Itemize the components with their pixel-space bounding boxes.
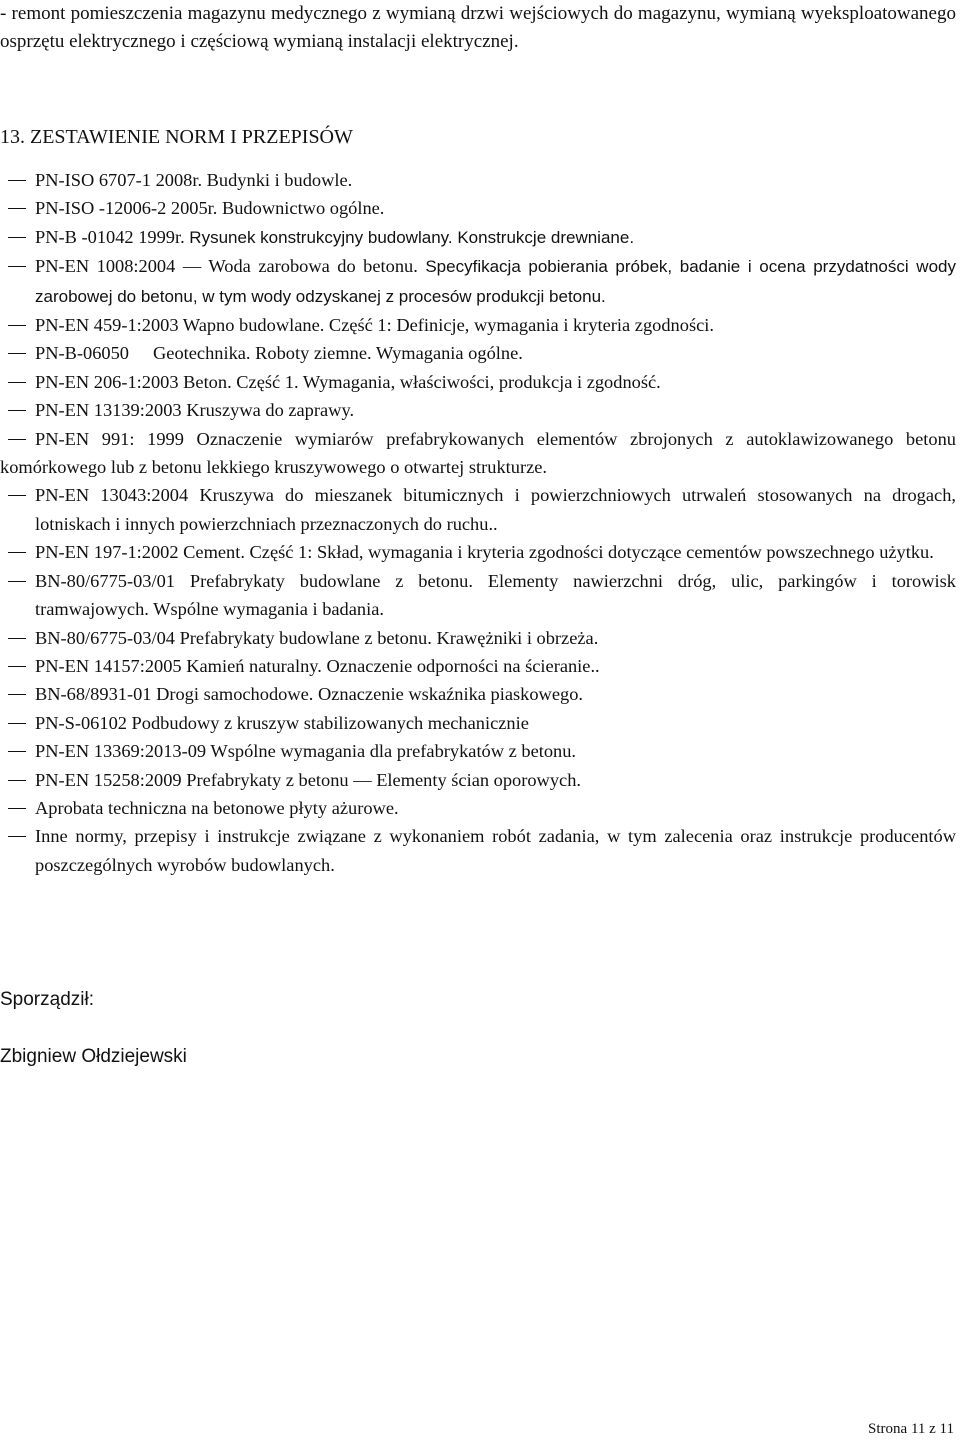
norm-text: PN-EN 991: 1999 Oznaczenie wymiarów prefabrykowanych elementów zbrojonych z autoklawizowanego betonu komórkowego lub z betonu lekkiego kruszywowego o otwartej strukturze. [0, 428, 956, 478]
dash-bullet-icon [8, 723, 26, 724]
norm-text: PN-ISO 6707-1 2008r. Budynki i budowle. [35, 170, 353, 190]
norm-text: Inne normy, przepisy i instrukcje związane z wykonaniem robót zadania, w tym zalecenia oraz instrukcje producentów poszczególnych wyrobów budowlanych. [35, 826, 956, 875]
dash-bullet-icon [8, 581, 26, 582]
norm-item [0, 624, 956, 652]
dash-bullet-icon [8, 180, 26, 181]
norm-item [0, 481, 956, 538]
dash-bullet-icon [8, 325, 26, 326]
norm-text: PN-EN 14157:2005 Kamień naturalny. Oznaczenie odporności na ścieranie.. [35, 655, 600, 676]
norm-text: Aprobata techniczna na betonowe płyty ażurowe. [35, 797, 399, 818]
section-heading: 13. ZESTAWIENIE NORM I PRZEPISÓW [0, 126, 353, 148]
norm-item [0, 794, 956, 822]
intro-paragraph: - remont pomieszczenia magazynu medycznego z wymianą drzwi wejściowych do magazynu, wymianą wyeksploatowanego osprzętu elektrycznego i częściową wymianą instalacji elektrycznej. [0, 3, 956, 52]
dash-bullet-icon [8, 353, 26, 354]
norm-item [0, 425, 956, 482]
norm-text: PN-EN 13139:2003 Kruszywa do zaprawy. [35, 400, 355, 421]
norm-text: PN-EN 13043:2004 Kruszywa do mieszanek bitumicznych i powierzchniowych utrwaleń stosowanych na drogach, lotniskach i innych powierzchniach przeznaczonych do ruchu.. [35, 485, 956, 534]
norms-list [0, 166, 956, 879]
norm-description: Rysunek konstrukcyjny budowlany. Konstrukcje drewniane. [189, 227, 635, 247]
norm-item [0, 339, 956, 367]
norm-item [0, 396, 956, 424]
dash-bullet-icon [8, 552, 26, 553]
norm-code: PN-B-06050 [35, 343, 130, 364]
norm-text: PN-EN 13369:2013-09 Wspólne wymagania dla prefabrykatów z betonu. [35, 741, 577, 762]
norm-item [0, 709, 956, 737]
norm-item [0, 223, 956, 252]
norm-item [0, 822, 956, 879]
dash-bullet-icon [8, 439, 26, 440]
dash-bullet-icon [8, 382, 26, 383]
dash-bullet-icon [8, 638, 26, 639]
norm-text: PN-EN 459-1:2003 Wapno budowlane. Część 1: Definicje, wymagania i kryteria zgodności. [35, 315, 714, 336]
norm-text: BN-80/6775-03/01 Prefabrykaty budowlane z betonu. Elementy nawierzchni dróg, ulic, parkingów i torowisk tramwajowych. Wspólne wymagania i badania. [35, 570, 956, 620]
norm-item [0, 311, 956, 339]
dash-bullet-icon [8, 237, 26, 238]
dash-bullet-icon [8, 410, 26, 411]
norm-text: PN-EN 206-1:2003 Beton. Część 1. Wymagania, właściwości, produkcja i zgodność. [35, 371, 661, 392]
dash-bullet-icon [8, 266, 26, 267]
norm-item [0, 737, 956, 765]
dash-bullet-icon [8, 694, 26, 695]
norm-item [0, 567, 956, 624]
dash-bullet-icon [8, 836, 26, 837]
page-number: Strona 11 z 11 [868, 1421, 954, 1437]
norm-text: PN-EN 15258:2009 Prefabrykaty z betonu ― Elementy ścian oporowych. [35, 769, 581, 790]
dash-bullet-icon [8, 808, 26, 809]
norm-item [0, 252, 956, 311]
norm-item [0, 368, 956, 396]
norm-item [0, 766, 956, 794]
dash-bullet-icon [8, 666, 26, 667]
norm-item [0, 652, 956, 680]
dash-bullet-icon [8, 751, 26, 752]
norm-text: Geotechnika. Roboty ziemne. Wymagania ogólne. [153, 343, 523, 364]
norm-text: PN-EN 197-1:2002 Cement. Część 1: Skład, wymagania i kryteria zgodności dotyczące cementów powszechnego użytku. [35, 542, 934, 563]
signature-name: Zbigniew Ołdziejewski [0, 1046, 187, 1067]
norm-item [0, 194, 956, 222]
dash-bullet-icon [8, 208, 26, 209]
dash-bullet-icon [8, 495, 26, 496]
signature-label: Sporządził: [0, 989, 94, 1010]
norm-item [0, 538, 956, 566]
norm-text: BN-68/8931-01 Drogi samochodowe. Oznaczenie wskaźnika piaskowego. [35, 684, 583, 705]
norm-item [0, 680, 956, 708]
norm-text: PN-ISO -12006-2 2005r. Budownictwo ogólne. [35, 198, 385, 219]
norm-description: Specyfikacja pobierania próbek, badanie i ocena przydatności wody zarobowej do betonu, w tym wody odzyskanej z procesów produkcji betonu. [35, 257, 956, 306]
norm-text: PN-EN 1008:2004 ― Woda zarobowa do betonu. [35, 256, 418, 277]
norm-text: PN-S-06102 Podbudowy z kruszyw stabilizowanych mechanicznie [35, 712, 529, 733]
dash-bullet-icon [8, 780, 26, 781]
norm-text: PN-B -01042 1999r. [35, 226, 185, 247]
norm-text: BN-80/6775-03/04 Prefabrykaty budowlane z betonu. Krawężniki i obrzeża. [35, 627, 599, 648]
norm-item [0, 166, 956, 194]
